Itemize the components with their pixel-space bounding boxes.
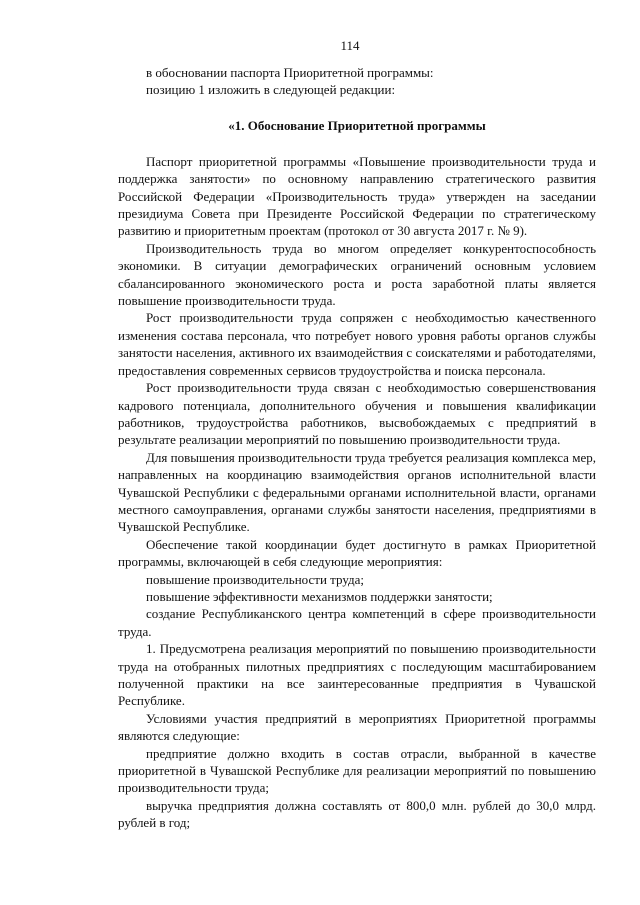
list-item: выручка предприятия должна составлять от 800,0 млн. рублей до 30,0 млрд. рублей в год; — [118, 797, 596, 831]
intro-line: в обосновании паспорта Приоритетной программы: — [146, 65, 434, 80]
page-number: 114 — [340, 38, 360, 53]
paragraph: Обеспечение такой координации будет достигнуто в рамках Приоритетной программы, включающей в себя следующие мероприятия: — [118, 536, 596, 570]
list-item: повышение эффективности механизмов поддержки занятости; — [146, 588, 493, 604]
paragraph: Производительность труда во многом определяет конкурентоспособность экономики. В ситуации демографических ограничений основным условием сбалансированного экономического роста и роста заработной платы является повышение производительности труда. — [118, 240, 596, 309]
paragraph: 1. Предусмотрена реализация мероприятий по повышению производительности труда на отобранных пилотных предприятиях с последующим масштабированием полученной практики на все заинтересованные предприятия в Чувашской Республике. — [118, 641, 596, 709]
paragraph: Паспорт приоритетной программы «Повышение производительности труда и поддержка занятости» по основному направлению стратегического развития Российской Федерации «Производительность труда» утвержден на заседании президиума Совета при Президенте Российской Федерации по стратегическому развитию и приоритетным проектам (протокол от 30 августа 2017 г. № 9). — [118, 153, 596, 239]
section-title: «1. Обоснование Приоритетной программы — [228, 117, 486, 133]
body-text — [118, 153, 596, 832]
list-item: предприятие должно входить в состав отрасли, выбранной в качестве приоритетной в Чувашской Республике для реализации мероприятий по повышению производительности труда; — [118, 745, 596, 796]
list-item: повышение производительности труда; — [146, 571, 364, 587]
intro-block — [118, 64, 596, 99]
paragraph: Для повышения производительности труда требуется реализация комплекса мер, направленных на координацию взаимодействия органов исполнительной власти Чувашской Республики с федеральными органами исполнительной власти, органами местного самоуправления, органами службы занятости населения, предприятиями в Чувашской Республике. — [118, 449, 596, 535]
paragraph: Рост производительности труда сопряжен с необходимостью качественного изменения состава персонала, что потребует нового уровня работы органов службы занятости населения, активного их взаимодействия с соискателями и работодателями, предоставления современных сервисов трудоустройства и поиска персонала. — [118, 310, 596, 378]
page-content — [118, 64, 596, 832]
intro-line: позицию 1 изложить в следующей редакции: — [146, 82, 396, 98]
paragraph: Рост производительности труда связан с необходимостью совершенствования кадрового потенциала, дополнительного обучения и повышения квалификации работников, трудоустройства работников, высвобождаемых с предприятий в результате реализации мероприятий по повышению производительности труда. — [118, 380, 596, 448]
list-item: создание Республиканского центра компетенций в сфере производительности труда. — [118, 606, 596, 639]
paragraph: Условиями участия предприятий в мероприятиях Приоритетной программы являются следующие: — [118, 710, 596, 744]
